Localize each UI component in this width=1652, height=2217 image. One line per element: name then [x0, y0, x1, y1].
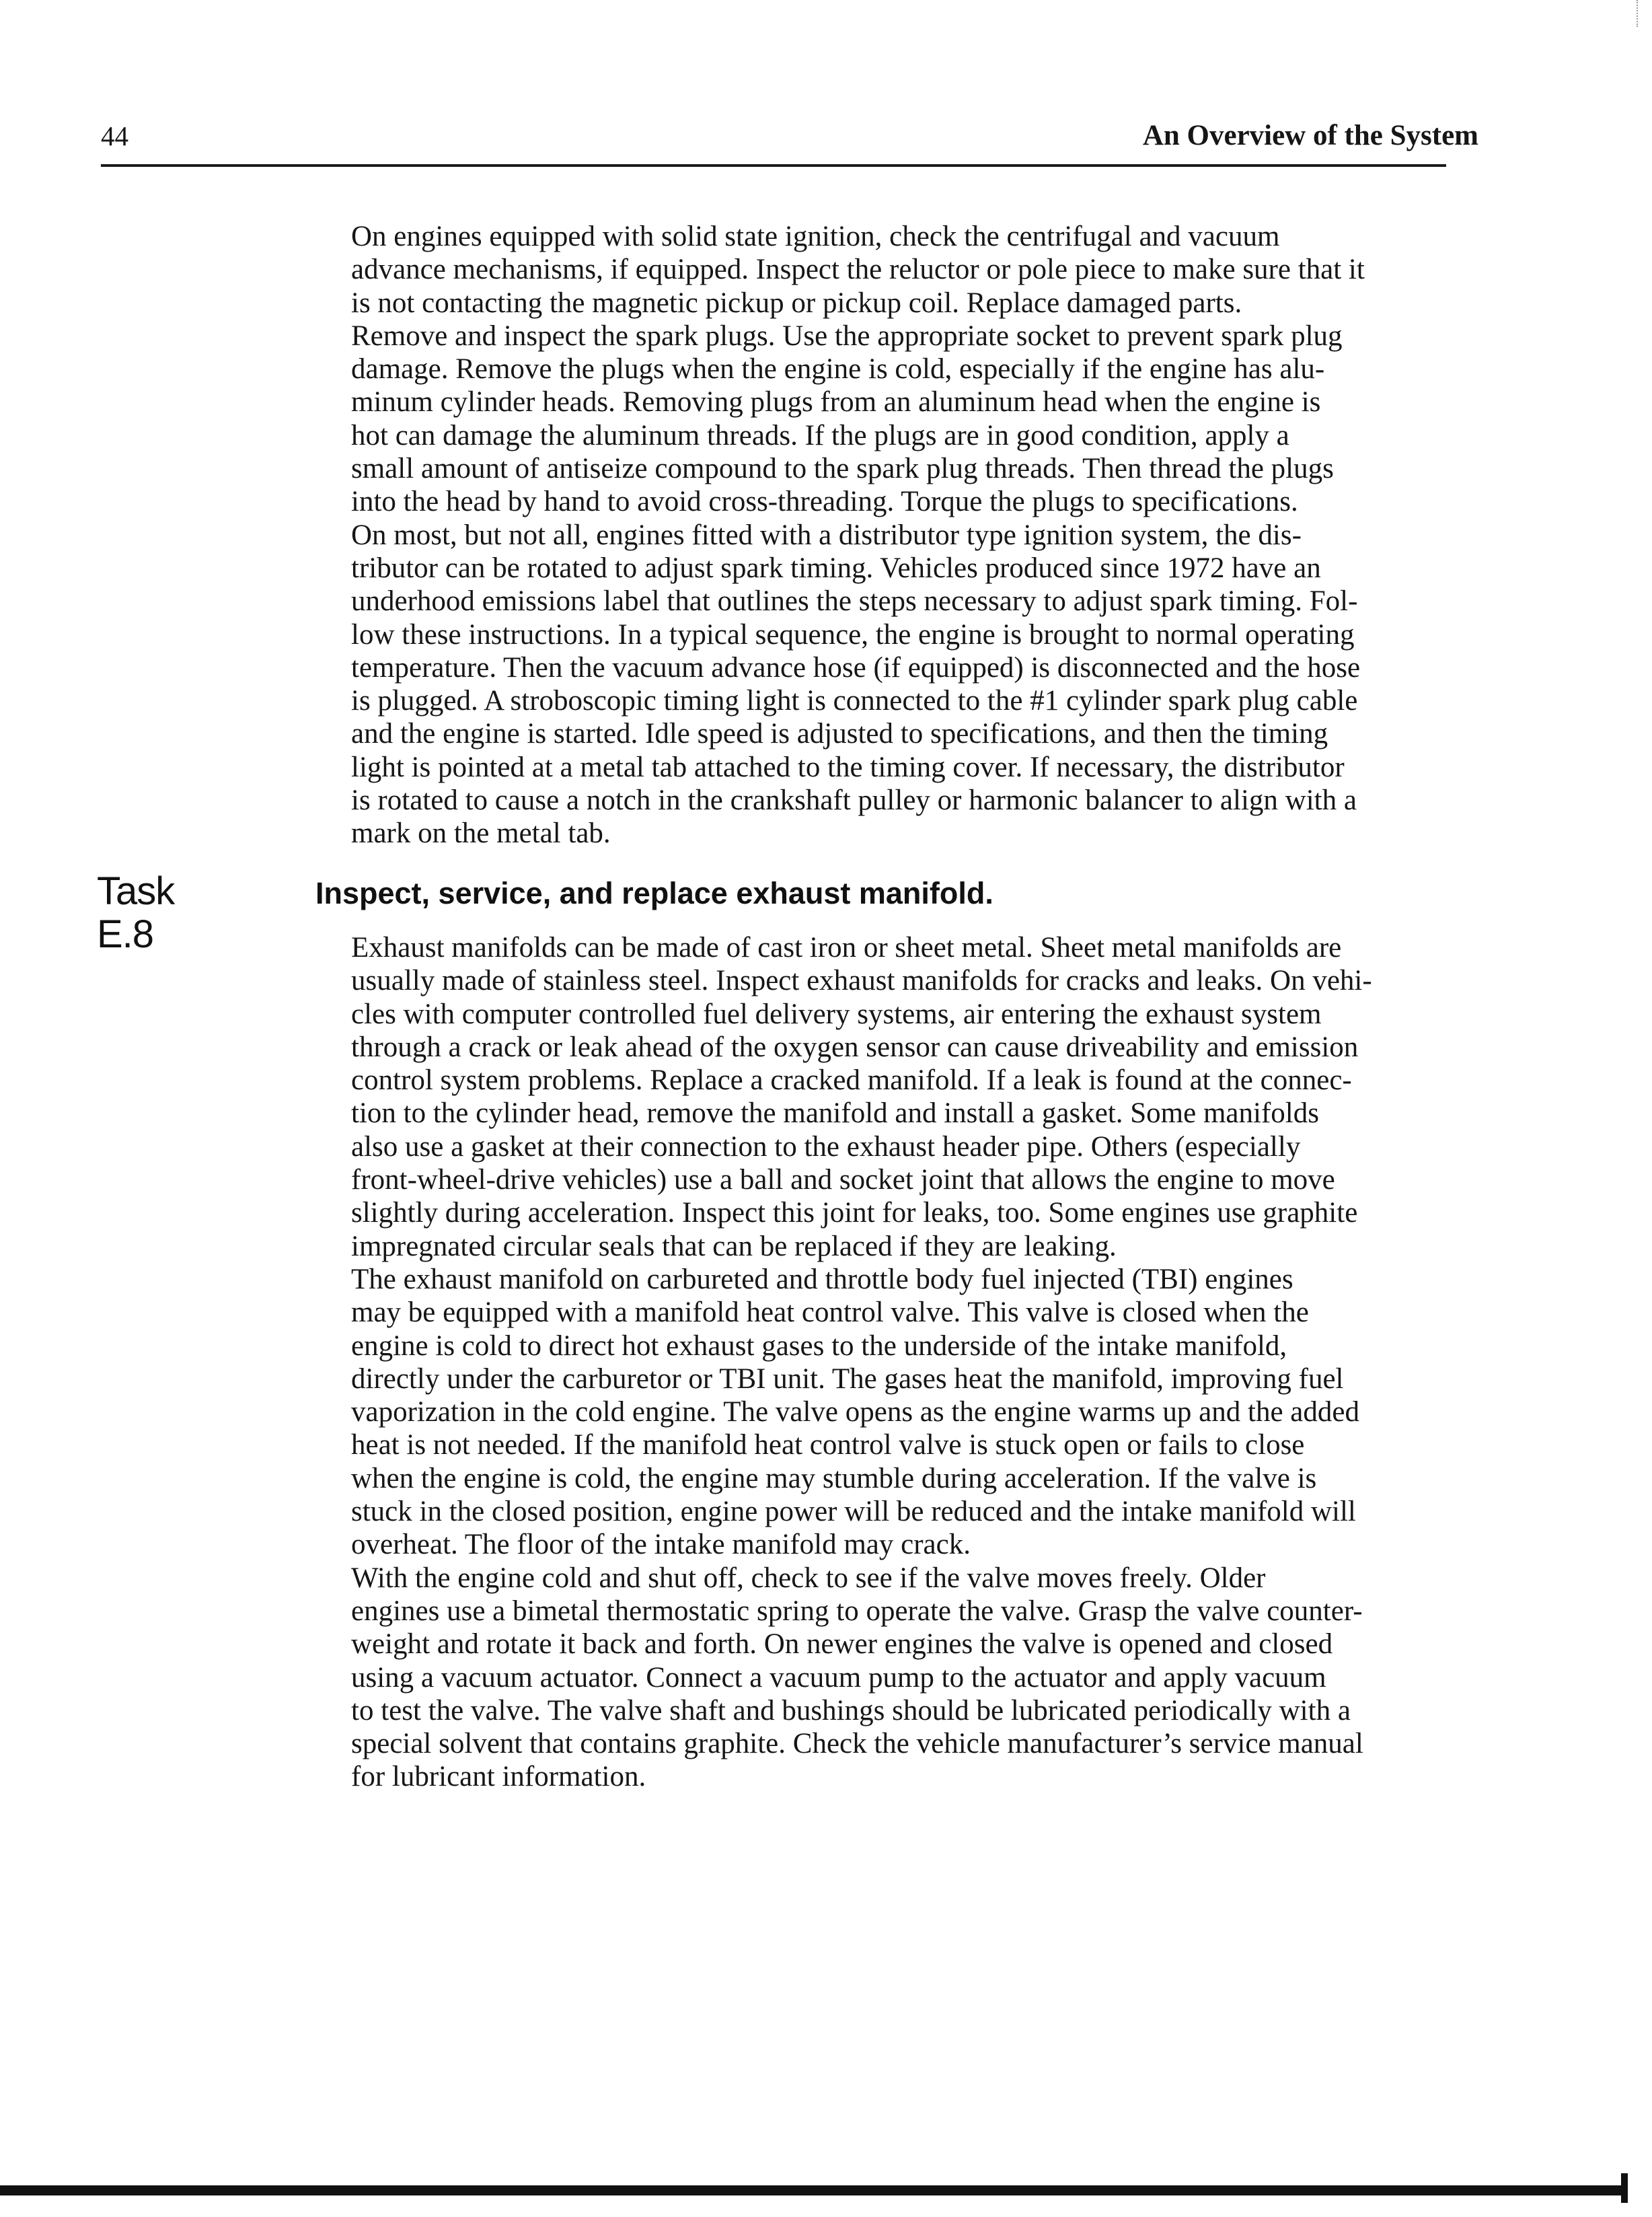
text-line: through a crack or leak ahead of the oxygen sensor can cause driveability and emission — [351, 1031, 1359, 1063]
text-line: engine is cold to direct hot exhaust gases to the underside of the intake manifold, — [351, 1330, 1287, 1362]
text-line: overheat. The floor of the intake manifold may crack. — [351, 1529, 971, 1561]
text-line: On most, but not all, engines fitted with a distributor type ignition system, the dis- — [351, 519, 1302, 551]
text-line: usually made of stainless steel. Inspect exhaust manifolds for cracks and leaks. On vehi- — [351, 965, 1372, 997]
text-line: tributor can be rotated to adjust spark timing. Vehicles produced since 1972 have an — [351, 552, 1321, 584]
page-number: 44 — [101, 120, 128, 151]
text-line: small amount of antiseize compound to the spark plug threads. Then thread the plugs — [351, 453, 1334, 485]
task-heading: Inspect, service, and replace exhaust manifold. — [315, 876, 993, 910]
text-line: damage. Remove the plugs when the engine is cold, especially if the engine has alu- — [351, 353, 1325, 386]
task-section — [312, 931, 1486, 1794]
paragraph-spark-timing — [312, 519, 1486, 850]
text-line: light is pointed at a metal tab attached to the timing cover. If necessary, the distributor — [351, 751, 1345, 783]
paragraph-valve-check — [312, 1562, 1486, 1794]
text-line: underhood emissions label that outlines the steps necessary to adjust spark timing. Fol- — [351, 585, 1358, 618]
text-line: mark on the metal tab. — [351, 817, 611, 850]
text-line: for lubricant information. — [351, 1761, 646, 1793]
bottom-scan-rule — [0, 2185, 1621, 2195]
bottom-scan-rule-tail — [1621, 2173, 1628, 2203]
text-line: tion to the cylinder head, remove the manifold and install a gasket. Some manifolds — [351, 1097, 1319, 1130]
text-line: to test the valve. The valve shaft and bushings should be lubricated periodically with a — [351, 1694, 1351, 1727]
text-line: is not contacting the magnetic pickup or pickup coil. Replace damaged parts. — [351, 287, 1242, 319]
paragraph-spark-plugs — [312, 320, 1486, 519]
text-line: using a vacuum actuator. Connect a vacuum pump to the actuator and apply vacuum — [351, 1661, 1326, 1694]
text-line: when the engine is cold, the engine may stumble during acceleration. If the valve is — [351, 1462, 1317, 1494]
text-line: also use a gasket at their connection to the exhaust header pipe. Others (especially — [351, 1130, 1301, 1163]
text-line: Remove and inspect the spark plugs. Use the appropriate socket to prevent spark plug — [351, 320, 1343, 352]
text-line: heat is not needed. If the manifold heat control valve is stuck open or fails to close — [351, 1429, 1305, 1461]
text-line: directly under the carburetor or TBI unit. The gases heat the manifold, improving fuel — [351, 1362, 1344, 1395]
text-line: control system problems. Replace a cracked manifold. If a leak is found at the connec- — [351, 1064, 1352, 1097]
text-line: hot can damage the aluminum threads. If the plugs are in good condition, apply a — [351, 419, 1289, 451]
running-head: An Overview of the System — [1142, 120, 1478, 151]
text-line: into the head by hand to avoid cross-threading. Torque the plugs to specifications. — [351, 486, 1298, 518]
text-line: may be equipped with a manifold heat control valve. This valve is closed when the — [351, 1297, 1309, 1329]
text-line: With the engine cold and shut off, check to see if the valve moves freely. Older — [351, 1562, 1266, 1594]
page-edge-mark — [1637, 0, 1639, 27]
text-line: On engines equipped with solid state ignition, check the centrifugal and vacuum — [351, 221, 1280, 252]
text-line: Exhaust manifolds can be made of cast iron or sheet metal. Sheet metal manifolds are — [351, 932, 1342, 964]
text-line: stuck in the closed position, engine power will be reduced and the intake manifold will — [351, 1496, 1356, 1528]
paragraph-heat-control-valve — [312, 1263, 1486, 1562]
text-line: impregnated circular seals that can be replaced if they are leaking. — [351, 1230, 1117, 1262]
text-line: temperature. Then the vacuum advance hose (if equipped) is disconnected and the hose — [351, 651, 1361, 684]
intro-section — [312, 220, 1486, 850]
text-line: advance mechanisms, if equipped. Inspect the reluctor or pole piece to make sure that it — [351, 254, 1365, 286]
text-line: front-wheel-drive vehicles) use a ball and socket joint that allows the engine to move — [351, 1164, 1335, 1196]
text-line: and the engine is started. Idle speed is adjusted to specifications, and then the timing — [351, 718, 1328, 750]
text-line: vaporization in the cold engine. The valve opens as the engine warms up and the added — [351, 1396, 1359, 1428]
text-line: The exhaust manifold on carbureted and throttle body fuel injected (TBI) engines — [351, 1263, 1293, 1295]
text-line: is rotated to cause a notch in the crankshaft pulley or harmonic balancer to align with a — [351, 785, 1357, 817]
task-label-word: Task — [97, 869, 175, 913]
text-line: low these instructions. In a typical sequence, the engine is brought to normal operating — [351, 618, 1355, 651]
text-line: is plugged. A stroboscopic timing light is connected to the #1 cylinder spark plug cable — [351, 685, 1358, 717]
paragraph-ignition-check — [312, 220, 1486, 320]
header-rule — [101, 164, 1446, 167]
text-line: weight and rotate it back and forth. On newer engines the valve is opened and closed — [351, 1628, 1333, 1661]
text-line: special solvent that contains graphite. Check the vehicle manufacturer’s service manual — [351, 1728, 1363, 1760]
text-line: engines use a bimetal thermostatic spring to operate the valve. Grasp the valve counter- — [351, 1595, 1363, 1627]
text-line: slightly during acceleration. Inspect this joint for leaks, too. Some engines use graphite — [351, 1197, 1358, 1229]
task-label-number: E.8 — [97, 912, 154, 956]
paragraph-exhaust-manifolds — [312, 931, 1486, 1263]
text-line: minum cylinder heads. Removing plugs from an aluminum head when the engine is — [351, 386, 1321, 419]
task-label — [97, 870, 174, 956]
text-line: cles with computer controlled fuel delivery systems, air entering the exhaust system — [351, 998, 1322, 1030]
